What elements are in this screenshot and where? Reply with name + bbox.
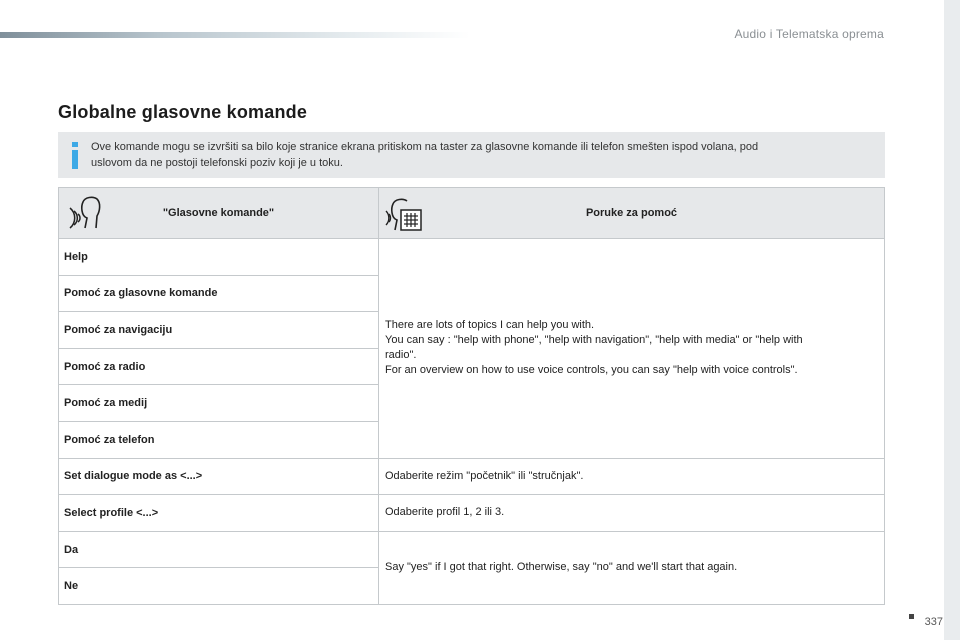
- col-header-commands: [59, 188, 379, 239]
- section-title: Audio i Telematska oprema: [734, 27, 884, 41]
- info-text: [91, 139, 871, 171]
- help-response-line-1: There are lots of topics I can help you with.: [385, 319, 595, 332]
- response-cell: Odaberite profil 1, 2 ili 3.: [379, 495, 885, 532]
- info-line-1: Ove komande mogu se izvršiti sa bilo koje stranice ekrana pritiskom na taster za glasovne komande ili telefon smešten ispod volana, pod: [91, 141, 759, 153]
- command-cell: Ne: [59, 568, 379, 605]
- response-cell: Say "yes" if I got that right. Otherwise, say "no" and we'll start that again.: [379, 531, 885, 604]
- col-header-commands-label: "Glasovne komande": [162, 207, 275, 219]
- col-header-help: [379, 188, 885, 239]
- response-cell-help: [379, 239, 885, 459]
- table-row: [59, 495, 885, 532]
- response-cell: Odaberite režim "početnik" ili "stručnjak".: [379, 458, 885, 495]
- col-header-help-label: Poruke za pomoć: [585, 207, 678, 219]
- voice-commands-table: [58, 187, 885, 605]
- page-marker: [909, 614, 914, 619]
- table-header-row: [59, 188, 885, 239]
- command-cell: Pomoć za radio: [59, 348, 379, 385]
- voice-command-icon: [63, 194, 103, 235]
- table-row: [59, 458, 885, 495]
- info-box: [58, 132, 885, 178]
- page-edge-strip: [944, 0, 960, 640]
- page-title: Globalne glasovne komande: [58, 102, 308, 122]
- voice-help-icon: [383, 194, 427, 237]
- info-icon: [71, 142, 79, 169]
- help-response-line-4: For an overview on how to use voice controls, you can say "help with voice controls".: [385, 364, 798, 377]
- command-cell: Pomoć za glasovne komande: [59, 275, 379, 312]
- command-cell: Pomoć za medij: [59, 385, 379, 422]
- page-number: 337: [924, 616, 943, 628]
- help-response-line-3: radio".: [385, 349, 417, 362]
- command-cell: Da: [59, 531, 379, 568]
- header-decor-bar: [0, 32, 470, 38]
- info-line-2: uslovom da ne postoji telefonski poziv koji je u toku.: [91, 157, 343, 169]
- table-row: [59, 239, 885, 276]
- command-cell: Pomoć za telefon: [59, 421, 379, 458]
- table-row: [59, 531, 885, 568]
- help-response-line-2: You can say : "help with phone", "help with navigation", "help with media" or "help with: [385, 334, 803, 347]
- command-cell: Set dialogue mode as <...>: [59, 458, 379, 495]
- command-cell: Help: [59, 239, 379, 276]
- command-cell: Select profile <...>: [59, 495, 379, 532]
- command-cell: Pomoć za navigaciju: [59, 312, 379, 349]
